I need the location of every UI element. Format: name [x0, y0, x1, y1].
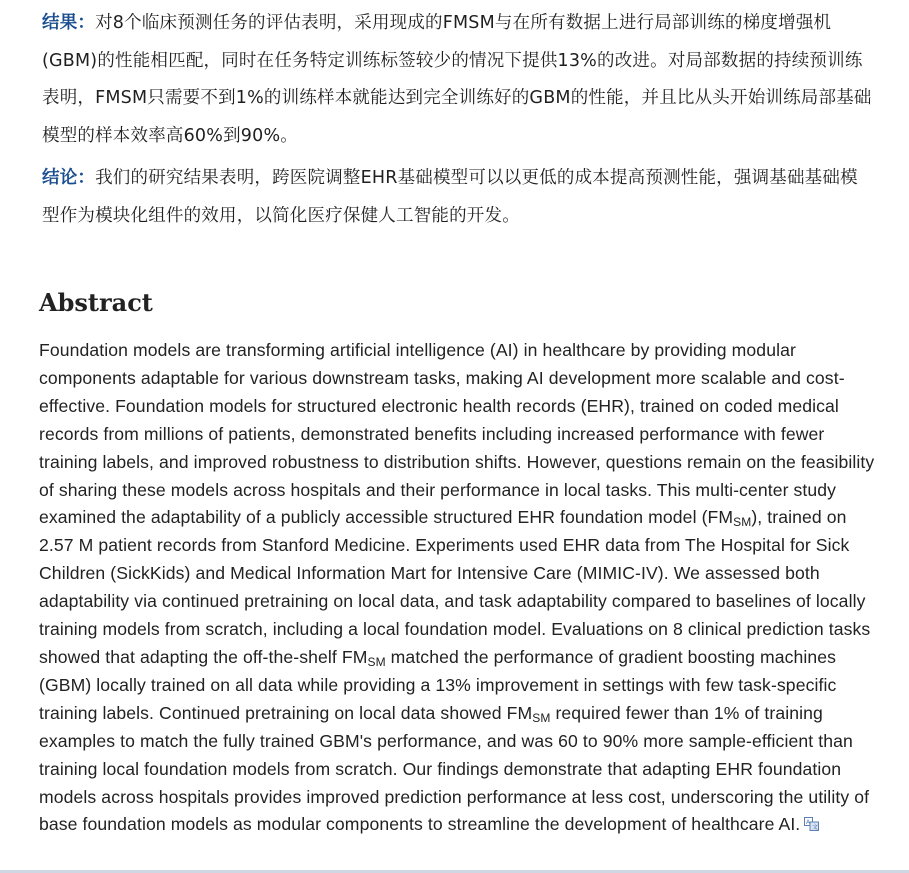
- subscript-sm: SM: [733, 515, 752, 530]
- abstract-text-3: matched the performance of gradient boosting machines (GBM) locally trained on all data while providing a 13% improvement in settings with few task-specific training labels. Continued pretraining on local data showed FM: [39, 646, 837, 723]
- results-label: 结果：: [42, 13, 96, 33]
- abstract-text-1: Foundation models are transforming artificial intelligence (AI) in healthcare by providing modular components adaptable for various downstream tasks, making AI development more scalable and cost-effective. Foundation models for structured electronic health records (EHR), trained on coded medical records from millions of patients, demonstrated benefits including increased performance with fewer training labels, and improved robustness to distribution shifts. However, questions remain on the feasibility of sharing these models across hospitals and their performance in local tasks. This multi-center study examined the adaptability of a publicly accessible structured EHR foundation model (FM: [39, 340, 875, 528]
- subscript-sm: SM: [367, 654, 386, 669]
- subscript-sm: SM: [532, 710, 551, 725]
- abstract-paragraph: [39, 337, 884, 839]
- abstract-heading: Abstract: [39, 288, 153, 317]
- chinese-conclusion-paragraph: [42, 160, 874, 235]
- conclusion-label: 结论：: [42, 168, 96, 188]
- conclusion-text: 我们的研究结果表明，跨医院调整EHR基础模型可以以更低的成本提高预测性能，强调基础基础模型作为模块化组件的效用，以简化医疗保健人工智能的开发。: [42, 168, 858, 226]
- translate-icon[interactable]: [804, 812, 819, 832]
- abstract-text-4: required fewer than 1% of training examples to match the fully trained GBM's performance, and was 60 to 90% more sample-efficient than training local foundation models from scratch. Our findings demonstrate that adapting EHR foundation models across hospitals provides improved prediction performance at less cost, underscoring the utility of base foundation models as modular components to streamline the development of healthcare AI.: [39, 702, 870, 835]
- svg-text:A: A: [806, 819, 811, 827]
- svg-text:文: 文: [812, 824, 819, 832]
- results-text: 对8个临床预测任务的评估表明，采用现成的FMSM与在所有数据上进行局部训练的梯度增强机(GBM)的性能相匹配，同时在任务特定训练标签较少的情况下提供13%的改进。对局部数据的持续预训练表明，FMSM只需要不到1%的训练样本就能达到完全训练好的GBM的性能，并且比从头开始训练局部基础模型的样本效率高60%到90%。: [42, 13, 872, 146]
- chinese-results-paragraph: [42, 5, 874, 155]
- abstract-text-2: ), trained on 2.57 M patient records from Stanford Medicine. Experiments used EHR data from The Hospital for Sick Children (SickKids) and Medical Information Mart for Intensive Care (MIMIC-IV). We assessed both adaptability via continued pretraining on local data, and task adaptability compared to baselines of locally training models from scratch, including a local foundation model. Evaluations on 8 clinical prediction tasks showed that adapting the off-the-shelf FM: [39, 507, 871, 667]
